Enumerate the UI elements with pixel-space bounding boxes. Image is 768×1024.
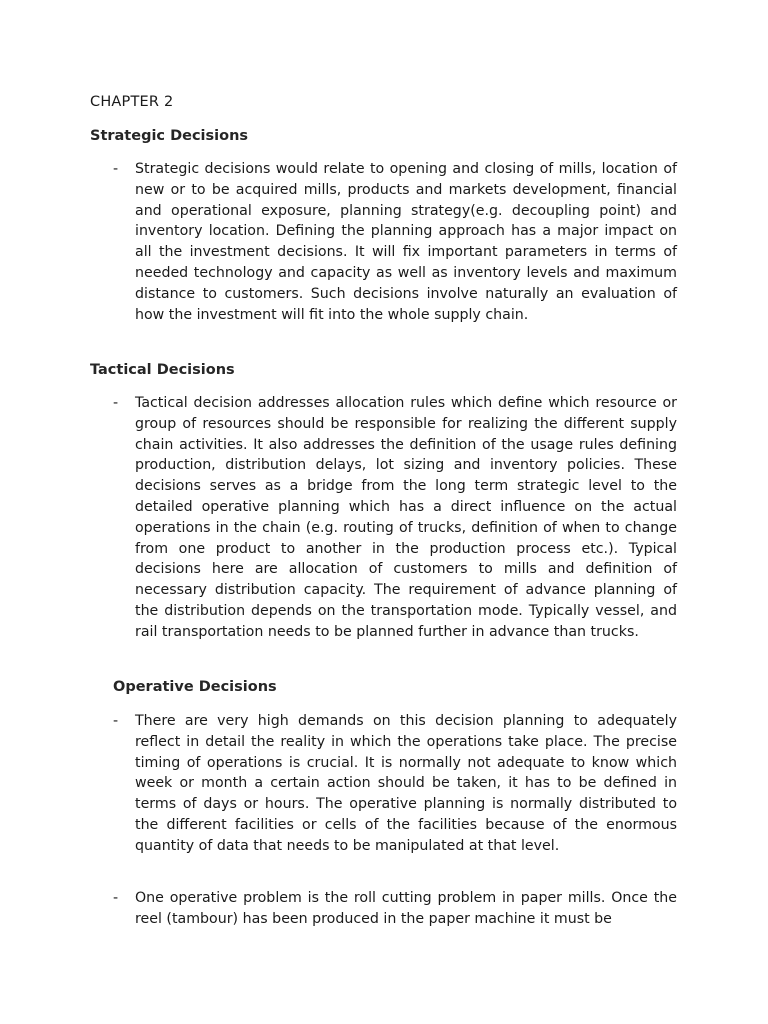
section-heading-strategic: Strategic Decisions — [90, 128, 249, 144]
bullet-dash: - — [113, 395, 119, 411]
paragraph-text: Strategic decisions would relate to opening and closing of mills, location of new or to be acquired mills, products and markets development, financial and operational exposure, planning strategy(e.g. decoupling point) and inventory location. Defining the planning approach has a major impact on all the investment decisions. It will fix important parameters in terms of needed technology and capacity as well as inventory levels and maximum distance to customers. Such decisions involve naturally an evaluation of how the investment will fit into the whole supply chain. — [135, 161, 677, 323]
paragraph-text: There are very high demands on this decision planning to adequately reflect in detail the reality in which the operations take place. The precise timing of operations is crucial. It is normally not adequate to know which week or month a certain action should be taken, it has to be defined in terms of days or hours. The operative planning is normally distributed to the different facilities or cells of the facilities because of the enormous quantity of data that needs to be manipulated at that level. — [135, 713, 677, 854]
chapter-title: CHAPTER 2 — [90, 94, 174, 110]
paragraph-text: Tactical decision addresses allocation rules which define which resource or group of resources should be responsible for realizing the different supply chain activities. It also addresses the definition of the usage rules defining production, distribution delays, lot sizing and inventory policies. These decisions serves as a bridge from the long term strategic level to the detailed operative planning which has a direct influence on the actual operations in the chain (e.g. routing of trucks, definition of when to change from one product to another in the production process etc.). Typical decisions here are allocation of customers to mills and definition of necessary distribution capacity. The requirement of advance planning of the distribution depends on the transportation mode. Typically vessel, and rail transportation needs to be planned further in advance than trucks. — [135, 395, 677, 640]
list-item — [113, 393, 677, 643]
list-item — [113, 888, 677, 930]
list-item — [113, 711, 677, 857]
bullet-dash: - — [113, 890, 119, 906]
list-item — [113, 159, 677, 325]
bullet-dash: - — [113, 161, 119, 177]
bullet-dash: - — [113, 713, 119, 729]
section-heading-operative: Operative Decisions — [113, 679, 277, 695]
paragraph-text: One operative problem is the roll cutting problem in paper mills. Once the reel (tambour) has been produced in the paper machine it must be — [135, 890, 677, 927]
section-heading-tactical: Tactical Decisions — [90, 362, 235, 378]
